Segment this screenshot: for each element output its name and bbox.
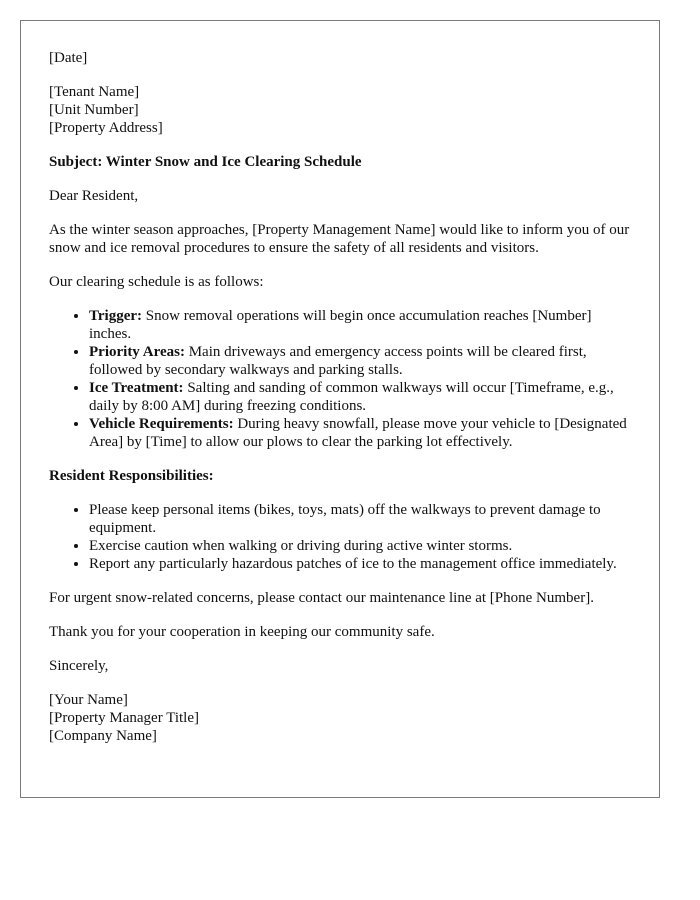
- schedule-item-label: Priority Areas:: [89, 344, 185, 360]
- responsibilities-list: [49, 501, 631, 573]
- schedule-list: [49, 307, 631, 451]
- schedule-item-text: Snow removal operations will begin once accumulation reaches [Number] inches.: [89, 308, 592, 342]
- salutation: Dear Resident,: [49, 188, 139, 204]
- schedule-item-trigger: [89, 307, 631, 343]
- intro-paragraph: As the winter season approaches, [Property Management Name] would like to inform you of our snow and ice removal procedures to ensure the safety of all residents and visitors.: [49, 222, 630, 256]
- signature-block: [49, 691, 631, 745]
- schedule-item-text: Main driveways and emergency access points will be cleared first, followed by secondary walkways and parking stalls.: [89, 344, 587, 378]
- schedule-item-text: During heavy snowfall, please move your vehicle to [Designated Area] by [Time] to allow our plows to clear the parking lot effectively.: [89, 416, 627, 450]
- subject-line: Subject: Winter Snow and Ice Clearing Schedule: [49, 154, 362, 170]
- signature-title: [Property Manager Title]: [49, 710, 199, 726]
- schedule-item-ice-treatment: [89, 379, 631, 415]
- responsibility-item: • Exercise caution when walking or driving during active winter storms.: [89, 537, 631, 555]
- date-line: [Date]: [49, 50, 88, 66]
- recipient-block: [49, 83, 631, 137]
- contact-paragraph: For urgent snow-related concerns, please contact our maintenance line at [Phone Number].: [49, 590, 594, 606]
- schedule-item-text: Salting and sanding of common walkways will occur [Timeframe, e.g., daily by 8:00 AM] during freezing conditions.: [89, 380, 614, 414]
- thanks-paragraph: Thank you for your cooperation in keeping our community safe.: [49, 624, 435, 640]
- schedule-item-label: Vehicle Requirements:: [89, 416, 234, 432]
- letter-document: [20, 20, 660, 798]
- tenant-name: [Tenant Name]: [49, 84, 140, 100]
- schedule-item-vehicle-requirements: [89, 415, 631, 451]
- signature-name: [Your Name]: [49, 692, 128, 708]
- responsibilities-heading: Resident Responsibilities:: [49, 468, 214, 484]
- schedule-item-label: Trigger:: [89, 308, 143, 324]
- closing: Sincerely,: [49, 658, 109, 674]
- schedule-item-label: Ice Treatment:: [89, 380, 184, 396]
- signature-company: [Company Name]: [49, 728, 157, 744]
- unit-number: [Unit Number]: [49, 102, 139, 118]
- schedule-item-priority-areas: [89, 343, 631, 379]
- responsibility-item: • Please keep personal items (bikes, toys, mats) off the walkways to prevent damage to equipment.: [89, 501, 631, 537]
- responsibility-item: • Report any particularly hazardous patches of ice to the management office immediately.: [89, 555, 631, 573]
- property-address: [Property Address]: [49, 120, 163, 136]
- schedule-intro: Our clearing schedule is as follows:: [49, 274, 264, 290]
